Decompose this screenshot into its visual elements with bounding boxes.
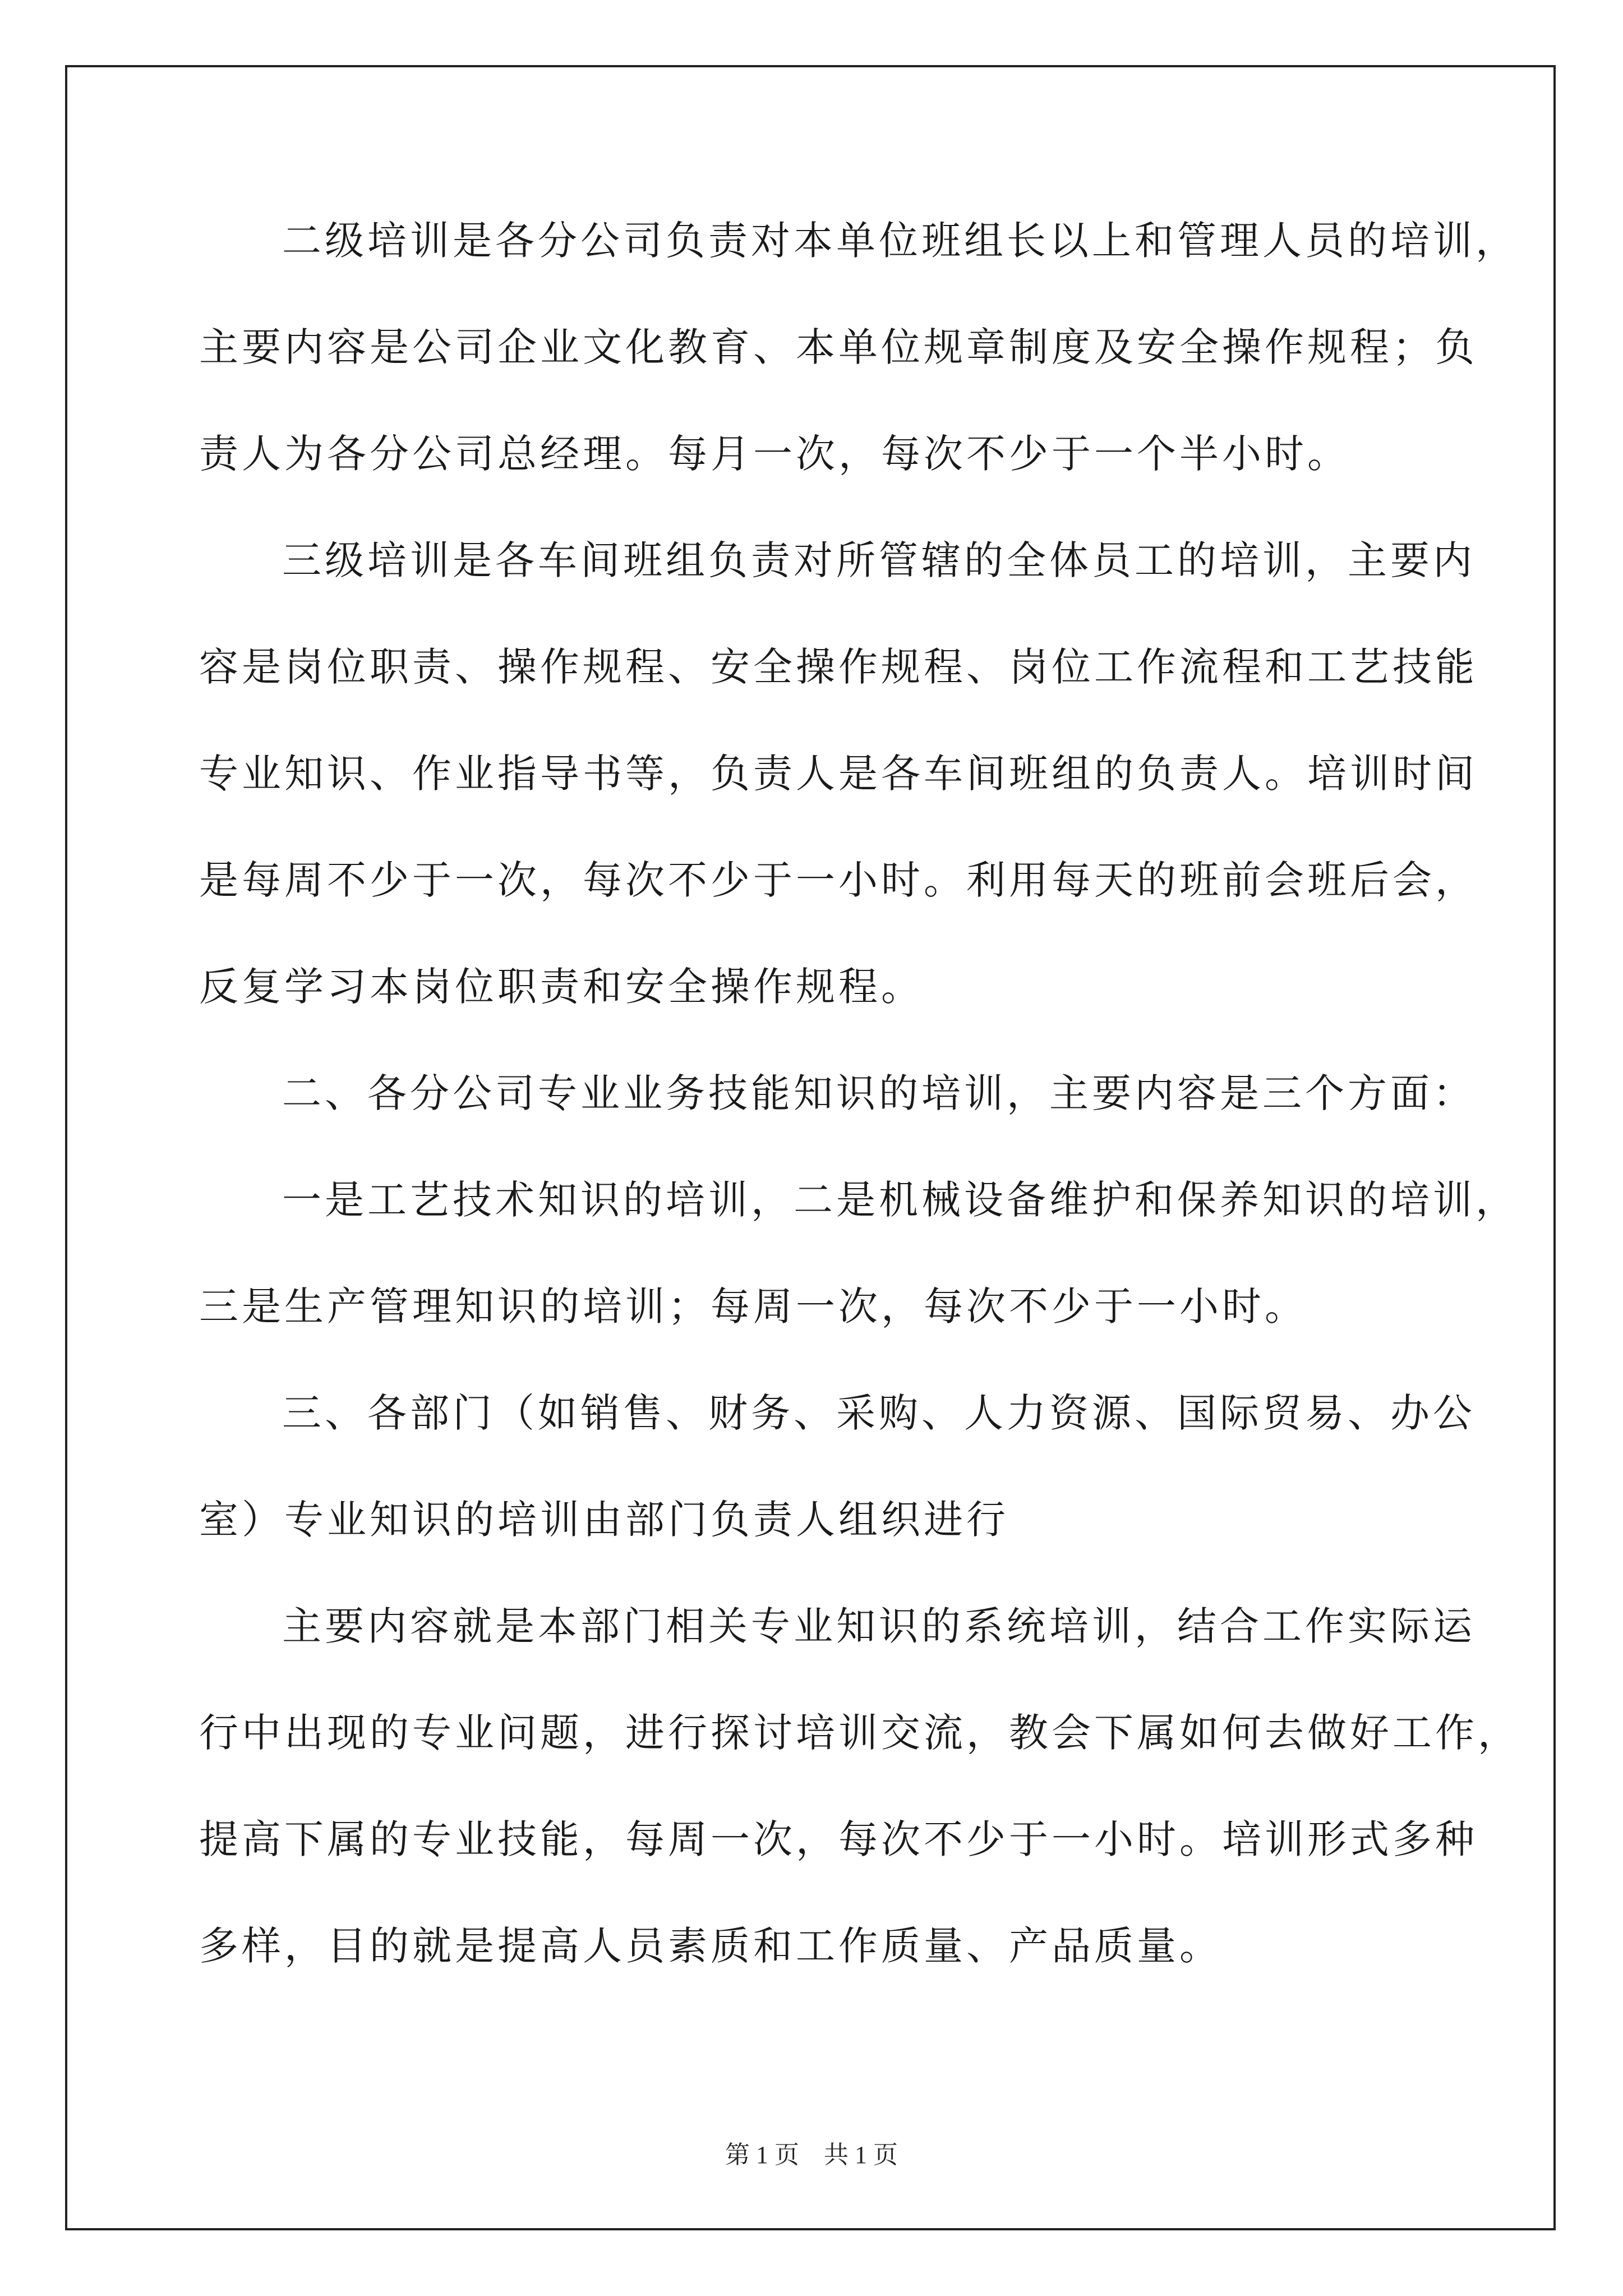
- text-line: 提高下属的专业技能，每周一次，每次不少于一小时。培训形式多种: [199, 1816, 1478, 1862]
- text-line: 一是工艺技术知识的培训，二是机械设备维护和保养知识的培训，: [282, 1177, 1518, 1223]
- text-line: 二级培训是各分公司负责对本单位班组长以上和管理人员的培训，: [282, 218, 1518, 264]
- text-line: 专业知识、作业指导书等，负责人是各车间班组的负责人。培训时间: [199, 751, 1478, 797]
- page-number-footer: 第 1 页 共 1 页: [725, 2141, 898, 2169]
- text-line: 多样，目的就是提高人员素质和工作质量、产品质量。: [199, 1923, 1222, 1969]
- text-line: 三、各部门（如销售、财务、采购、人力资源、国际贸易、办公: [282, 1390, 1476, 1436]
- text-line: 是每周不少于一次，每次不少于一小时。利用每天的班前会班后会，: [199, 857, 1478, 903]
- document-body: [199, 215, 1520, 2027]
- text-line: 主要内容就是本部门相关专业知识的系统培训，结合工作实际运: [282, 1603, 1476, 1649]
- text-line: 室）专业知识的培训由部门负责人组织进行: [199, 1497, 1009, 1543]
- text-line: 责人为各分公司总经理。每月一次，每次不少于一个半小时。: [199, 431, 1350, 477]
- text-line: 反复学习本岗位职责和安全操作规程。: [199, 964, 924, 1010]
- text-line: 三是生产管理知识的培训；每周一次，每次不少于一小时。: [199, 1283, 1307, 1329]
- text-line: 行中出现的专业问题，进行探讨培训交流，教会下属如何去做好工作，: [199, 1710, 1520, 1756]
- text-line: 容是岗位职责、操作规程、安全操作规程、岗位工作流程和工艺技能: [199, 644, 1478, 690]
- text-line: 三级培训是各车间班组负责对所管辖的全体员工的培训，主要内: [282, 537, 1476, 583]
- text-line: 主要内容是公司企业文化教育、本单位规章制度及安全操作规程；负: [199, 324, 1478, 370]
- text-line: 二、各分公司专业业务技能知识的培训，主要内容是三个方面：: [282, 1070, 1476, 1116]
